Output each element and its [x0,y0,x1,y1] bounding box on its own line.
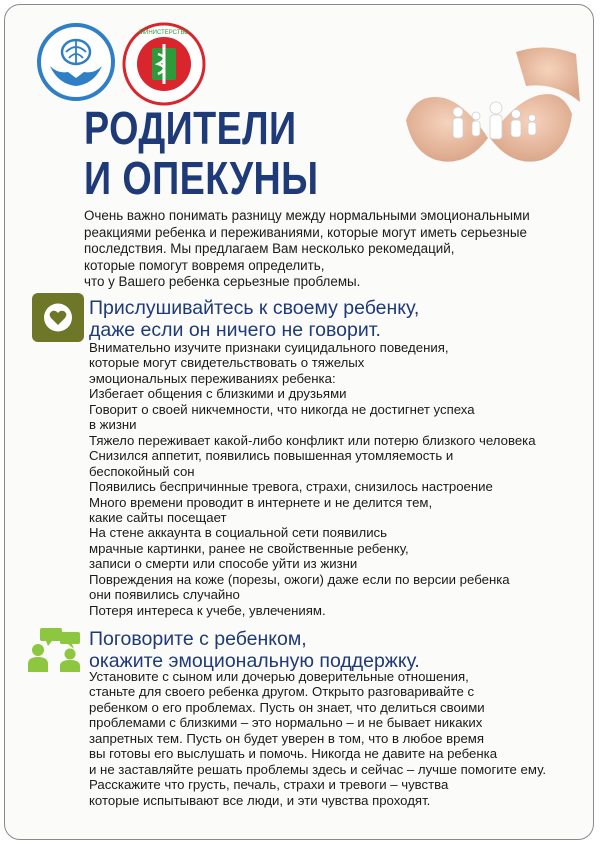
svg-text:МИНИСТЕРСТВО: МИНИСТЕРСТВО [139,30,189,36]
section2-heading-line: Поговорите с ребенком, [89,628,307,650]
section2-heading [89,628,420,672]
list-item: какие сайты посещает [89,509,227,525]
section1-heading [89,297,419,341]
conversation-icon [24,626,86,674]
paragraph-line: станьте для своего ребенка другом. Открыто разговаривайте с [89,684,475,700]
page-title [84,103,318,203]
paragraph-line: проблемами с близкими – это нормально – и не бывает никаких [89,715,483,731]
list-item: Говорит о своей никчемности, что никогда не достигнет успеха [89,401,475,417]
section2-paragraph [89,669,579,808]
heart-badge [32,293,84,342]
paragraph-line: ребенком о его проблемах. Пусть он знает, что делиться своими [89,699,485,715]
list-item: которые могут свидетельствовать о тяжелых [89,355,365,371]
intro-line: реакциями ребенка и переживаниями, которые могут иметь серьезные [84,224,527,240]
paragraph-line: и не заставляйте решать проблемы здесь и сейчас – лучше помогите ему. [89,761,547,777]
list-item: эмоциональных переживаниях ребенка: [89,370,336,386]
intro-line: что у Вашего ребенка серьезные проблемы. [84,274,361,290]
paragraph-line: Установите с сыном или дочерью доверительные отношения, [89,669,469,684]
heart-icon [32,293,84,342]
list-item: в жизни [89,417,137,433]
list-item: они появились случайно [89,587,240,603]
list-item: Избегает общения с близкими и друзьями [89,386,347,402]
paragraph-line: вы готовы его выслушать и помочь. Никогда не давите на ребенка [89,746,498,762]
section2-heading-line: окажите эмоциональную поддержку. [89,650,420,672]
list-item: беспокойный сон [89,463,195,479]
list-item: На стене аккаунта в социальной сети появились [89,525,388,541]
intro-line: Очень важно понимать разницу между нормальными эмоциональными [84,208,530,223]
list-item: Появились беспричинные тревога, страхи, снизилось настроение [89,479,493,495]
list-item: Потеря интереса к учебе, увлечениям. [89,602,326,618]
list-item: Повреждения на коже (порезы, ожоги) даже если по версии ребенка [89,571,510,587]
intro-line: которые помогут вовремя определить, [84,257,325,273]
title-line-1: РОДИТЕЛИ [84,102,297,154]
ministry-emblem-icon [122,22,206,106]
paragraph-line: запретных тем. Пусть он будет уверен в том, что в любое время [89,730,484,746]
title-line-2: И ОПЕКУНЫ [84,152,319,204]
section1-heading-line: Прислушивайтесь к своему ребенку, [89,297,420,319]
list-item: Много времени проводит в интернете и не делится тем, [89,494,433,510]
list-item: Снизился аппетит, появились повышенная утомляемость и [89,448,454,464]
psychology-logo-icon [36,22,116,102]
intro-line: последствия. Мы предлагаем Вам несколько рекомедаций, [84,241,455,257]
list-item: записи о смерти или способе уйти из жизни [89,556,358,572]
list-item: мрачные картинки, ранее не свойственные ребенку, [89,540,409,556]
list-item: Тяжело переживает какой-либо конфликт или потерю близкого человека [89,432,536,448]
section1-heading-line: даже если он ничего не говорит. [89,319,381,341]
paragraph-line: которые испытывают все люди, и эти чувства проходят. [89,792,431,808]
intro-paragraph [84,208,574,291]
paragraph-line: Расскажите что грусть, печаль, страхи и тревоги – чувства [89,777,449,793]
list-item: Внимательно изучите признаки суицидального поведения, [89,340,449,355]
hands-family-image [396,42,582,182]
section1-list [89,340,579,618]
